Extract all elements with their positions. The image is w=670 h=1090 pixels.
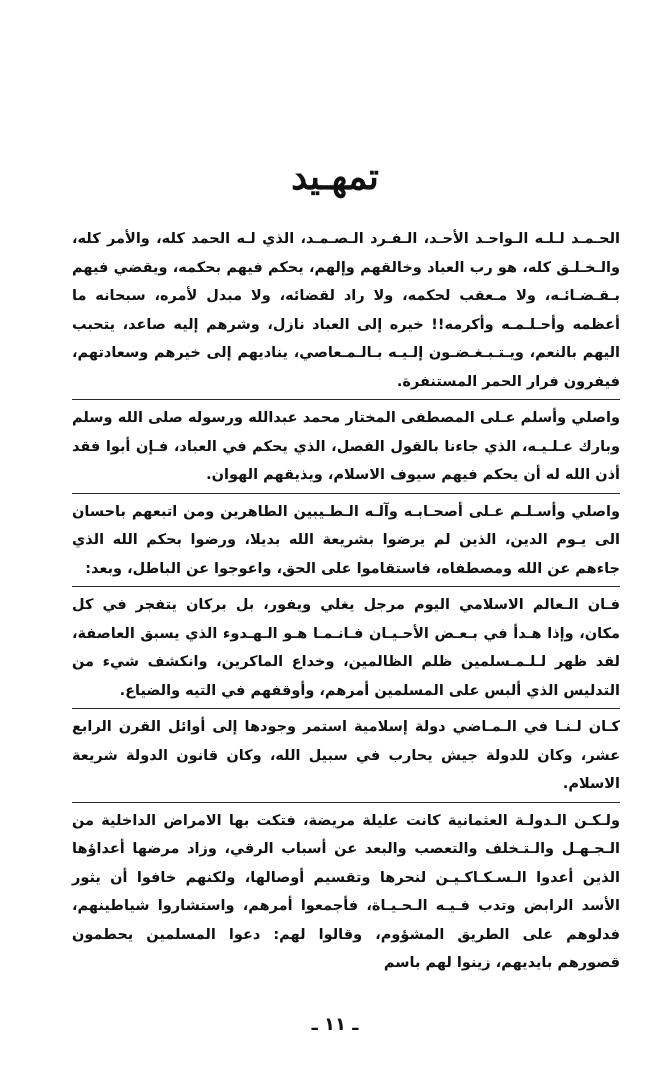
paragraph-prayer-prophet: واصلي وأسلم عـلى المصطفى المختار محمد عبدالله ورسوله صلى الله وسلم وبارك عـلـيـه، الذي جاءنا بالقول الفصل، الذي يحكم في العباد، فـإن أبوا فقد أذن الله له أن يحكم فيهم سيوف الاسلام، ويذيقهم الهوان. xyxy=(72,410,620,483)
page-number: ـ ١١ ـ xyxy=(311,1014,359,1035)
paragraph-divider xyxy=(72,708,620,709)
paragraph-divider xyxy=(72,493,620,494)
paragraph-prayer-companions: واصلي وأسـلـم عـلى أصحـابـه وآلـه الـطـيبين الطاهرين ومن اتبعهم باحسان الى يـوم الدين، الذين لم يرضوا بشريعة الله بديلا، ورضوا بحكم الله الذي جاءهم عن الله ومصطفاه، فاستقاموا على الحق، واعوجوا عن الباطل، وبعد: xyxy=(72,503,620,577)
paragraph-ottoman-state: ولـكـن الـدولـة العثمانية كانت عليلة مريضة، فتكت بها الامراض الداخلية من الـجـهـل والـتـخلف والتعصب والبعد عن أسباب الرقي، وزاد مرضها أعداؤها الذين أعدوا الـسـكـاكـيـن لنحرها وتقسيم أوصالها، ولكنهم خافوا أن يثور الأسد الرابض وتدب فـيـه الـحـيـاة، فأجمعوا أمرهم، واستشاروا شياطينهم، فدلوهم على الطريق المشؤوم، وقالوا لهم: دعوا المسلمين يحطمون قصورهم بايديهم، زينوا لهم باسم xyxy=(72,812,620,971)
paragraph-praise: الحـمـد لـلـه الـواحـد الأحـد، الـفـرد الـصـمـد، الذي لـه الحمد كله، والأمر كله، والـخـلـق كله، هو رب العباد وخالقهم وإلهم، يحكم فيهم بحكمه، ويقضي فيهم بـقـضـائـه، ولا مـعقب لحكمه، ولا راد لقضائه، ولا مبدل لأمره، سبحانه ما أعظمه وأحـلـمـه وأكرمه!! خيره إلى العباد نازل، وشرهم إليه صاعد، يتحبب اليهم بالنعم، ويـتـبـغـضـون إلـيـه بـالـمـعاصي، يناديهم إلى خيرهم وسعادتهم، فيفرون فرار الحمر المستنفرة. xyxy=(72,231,620,390)
paragraph-divider xyxy=(72,586,620,587)
paragraph-divider xyxy=(72,802,620,803)
paragraph-divider xyxy=(72,399,620,400)
chapter-title: تمهـيد xyxy=(291,156,379,198)
body-text xyxy=(72,225,620,978)
paragraph-islamic-world: فـان الـعالم الاسلامي اليوم مرجل يغلي ويفور، بل بركان يتفجر في كل مكان، وإذا هـدأ في بـعـض الأحـيـان فـانـمـا هـو الـهـدوء الذي يسبق العاصفة، لقد ظهر لـلـمـسلمين ظلم الظالمين، وخداع الماكرين، وانكشف شيء من التدليس الذي ألبس على المسلمين أمرهم، وأوقفهم في التيه والضياع. xyxy=(72,597,620,699)
paragraph-past-state: كـان لـنـا في الـمـاضي دولة إسلامية استمر وجودها إلى أوائل القرن الرابع عشر، وكان للدولة جيش يحارب في سبيل الله، وكان قانون الدولة شريعة الاسلام. xyxy=(72,719,620,792)
